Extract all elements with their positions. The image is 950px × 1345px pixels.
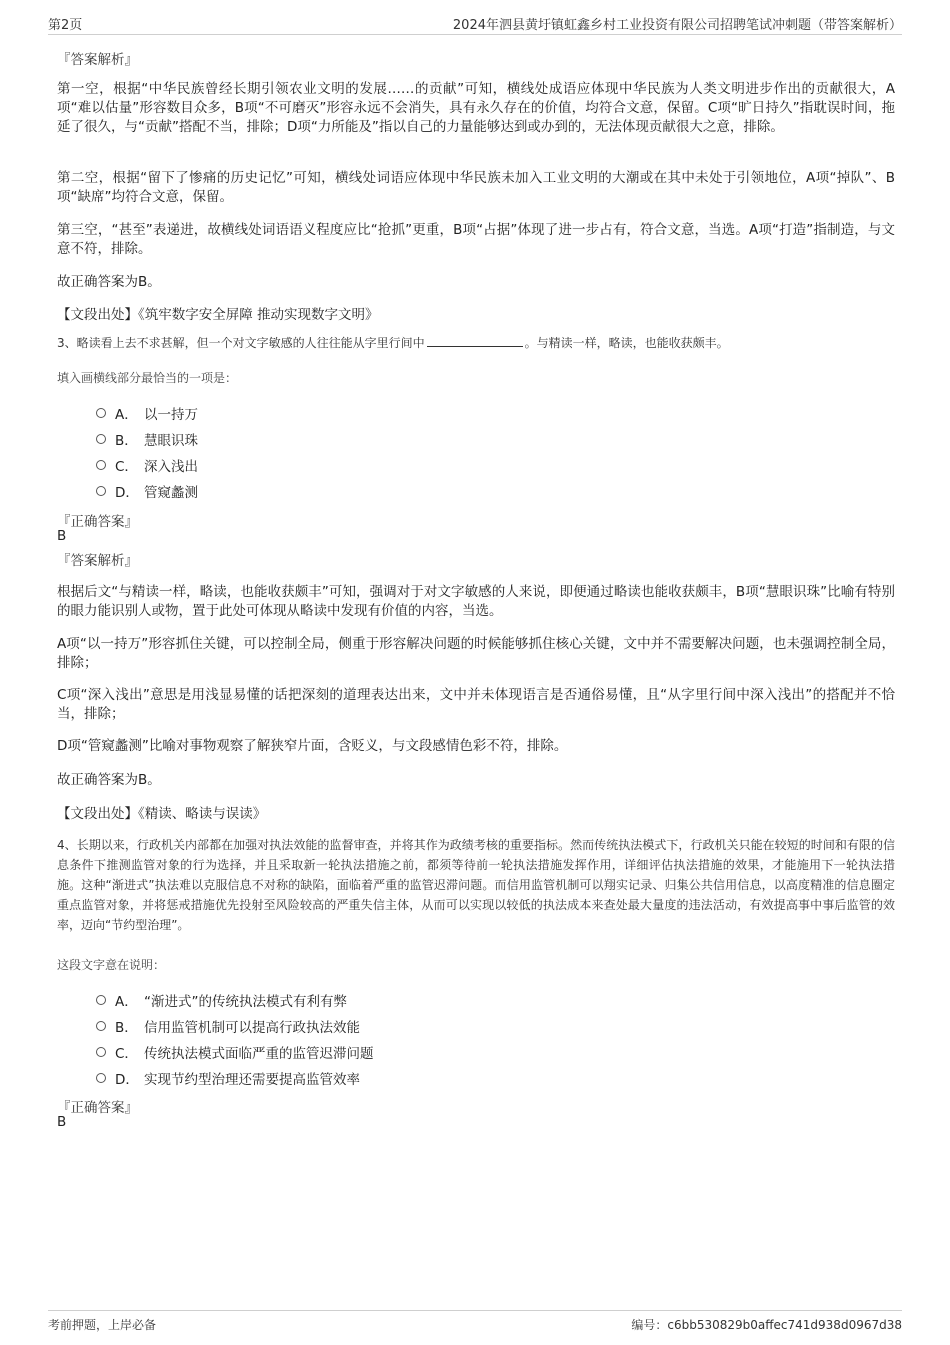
analysis-paragraph-2: A项“以一持万”形容抓住关键，可以控制全局，侧重于形容解决问题的时候能够抓住核心关键，文中并不需要解决问题，也未强调控制全局，排除； [57, 636, 895, 671]
analysis-label: 『答案解析』 [57, 553, 138, 569]
option-letter: C． [115, 459, 138, 475]
correct-answer-label: 『正确答案』 [57, 1100, 138, 1116]
analysis-paragraph-1: 根据后文“与精读一样，略读，也能收获颇丰”可知，强调对于对文字敏感的人来说，即便通过略读也能收获颇丰，B项“慧眼识珠”比喻有特别的眼力能识别人或物，置于此处可体现从略读中发现有价值的内容，当选。 [57, 584, 895, 619]
option-letter: C． [115, 1046, 138, 1062]
radio-icon[interactable] [96, 434, 106, 444]
correct-answer-label: 『正确答案』 [57, 514, 138, 530]
option-b[interactable] [96, 1015, 796, 1041]
option-a[interactable] [96, 402, 796, 428]
option-text: 信用监管机制可以提高行政执法效能 [144, 1020, 360, 1036]
option-b[interactable] [96, 428, 796, 454]
option-c[interactable] [96, 1041, 796, 1067]
option-d[interactable] [96, 480, 796, 506]
analysis-paragraph-3: 第三空，“甚至”表递进，故横线处词语语义程度应比“抢抓”更重，B项“占据”体现了进一步占有，符合文意，当选。A项“打造”指制造，与文意不符，排除。 [57, 222, 895, 257]
page-footer [48, 1310, 902, 1335]
option-text: 传统执法模式面临严重的监管迟滞问题 [144, 1046, 374, 1062]
document-title: 2024年泗县黄圩镇虹鑫乡村工业投资有限公司招聘笔试冲刺题（带答案解析） [452, 18, 902, 33]
question-3-options [96, 402, 796, 506]
radio-icon[interactable] [96, 408, 106, 418]
radio-icon[interactable] [96, 1073, 106, 1083]
analysis-paragraph-3: C项“深入浅出”意思是用浅显易懂的话把深刻的道理表达出来，文中并未体现语言是否通俗易懂，且“从字里行间中深入浅出”的搭配并不恰当，排除； [57, 687, 895, 722]
option-letter: D． [115, 1072, 139, 1088]
source-citation: 【文段出处】《精读、略读与误读》 [57, 806, 267, 822]
option-letter: A． [115, 407, 138, 423]
option-letter: B． [115, 1020, 138, 1036]
page-header [48, 12, 902, 35]
answer-blank [427, 334, 523, 347]
analysis-label: 『答案解析』 [57, 52, 138, 68]
option-text: 以一持万 [144, 407, 198, 423]
radio-icon[interactable] [96, 1021, 106, 1031]
radio-icon[interactable] [96, 1047, 106, 1057]
footer-slogan: 考前押题，上岸必备 [48, 1318, 157, 1332]
option-text: 管窥蠡测 [144, 485, 198, 501]
analysis-conclusion: 故正确答案为B。 [57, 274, 161, 290]
question-3-text-before: 3、略读看上去不求甚解，但一个对文字敏感的人往往能从字里行间中 [57, 336, 425, 350]
radio-icon[interactable] [96, 460, 106, 470]
option-c[interactable] [96, 454, 796, 480]
analysis-paragraph-1: 第一空，根据“中华民族曾经长期引领农业文明的发展……的贡献”可知，横线处成语应体现中华民族为人类文明进步作出的贡献很大，A项“难以估量”形容数目众多，B项“不可磨灭”形容永远不会消失，具有永久存在的价值，均符合文意，保留。C项“旷日持久”指耽误时间，拖延了很久，与“贡献”搭配不当，排除；D项“力所能及”指以自己的力量能够达到或办到的，无法体现贡献很大之意，排除。 [57, 81, 895, 135]
option-d[interactable] [96, 1067, 796, 1093]
question-4-options [96, 989, 796, 1093]
question-3-prompt: 填入画横线部分最恰当的一项是： [57, 371, 238, 385]
option-letter: A． [115, 994, 138, 1010]
radio-icon[interactable] [96, 486, 106, 496]
analysis-paragraph-4: D项“管窥蠡测”比喻对事物观察了解狭窄片面，含贬义，与文段感情色彩不符，排除。 [57, 738, 568, 754]
option-text: 实现节约型治理还需要提高监管效率 [144, 1072, 360, 1088]
question-4-stem: 4、长期以来，行政机关内部都在加强对执法效能的监督审查，并将其作为政绩考核的重要指标。然而传统执法模式下，行政机关只能在较短的时间和有限的信息条件下推测监管对象的行为选择，并且采取新一轮执法措施之前，都须等待前一轮执法措施发挥作用，详细评估执法措施的效果，才能施用下一轮执法措施。这种“渐进式”执法难以克服信息不对称的缺陷，面临着严重的监管迟滞问题。而信用监管机制可以翔实记录、归集公共信用信息，以高度精准的信息圈定重点监管对象，并将惩戒措施优先投射至风险较高的严重失信主体，从而可以实现以较低的执法成本来查处最大量度的违法活动，有效提高事中事后监管的效率，迈向“节约型治理”。 [57, 838, 895, 932]
analysis-paragraph-2: 第二空，根据“留下了惨痛的历史记忆”可知，横线处词语应体现中华民族未加入工业文明的大潮或在其中未处于引领地位，A项“掉队”、B项“缺席”均符合文意，保留。 [57, 170, 895, 205]
question-3-text-after: 。与精读一样，略读，也能收获颇丰。 [524, 336, 729, 350]
option-letter: D． [115, 485, 139, 501]
analysis-conclusion: 故正确答案为B。 [57, 772, 161, 788]
correct-answer: B [57, 1114, 67, 1130]
document-id: 编号：c6bb530829b0affec741d938d0967d38 [631, 1318, 902, 1332]
page-number: 第2页 [48, 18, 83, 33]
correct-answer: B [57, 528, 67, 544]
option-text: 慧眼识珠 [144, 433, 198, 449]
option-a[interactable] [96, 989, 796, 1015]
source-citation: 【文段出处】《筑牢数字安全屏障 推动实现数字文明》 [57, 307, 379, 323]
option-text: “渐进式”的传统执法模式有利有弊 [144, 994, 347, 1010]
question-4-prompt: 这段文字意在说明： [57, 958, 166, 972]
option-letter: B． [115, 433, 138, 449]
option-text: 深入浅出 [144, 459, 198, 475]
question-3-stem [57, 333, 895, 353]
radio-icon[interactable] [96, 995, 106, 1005]
